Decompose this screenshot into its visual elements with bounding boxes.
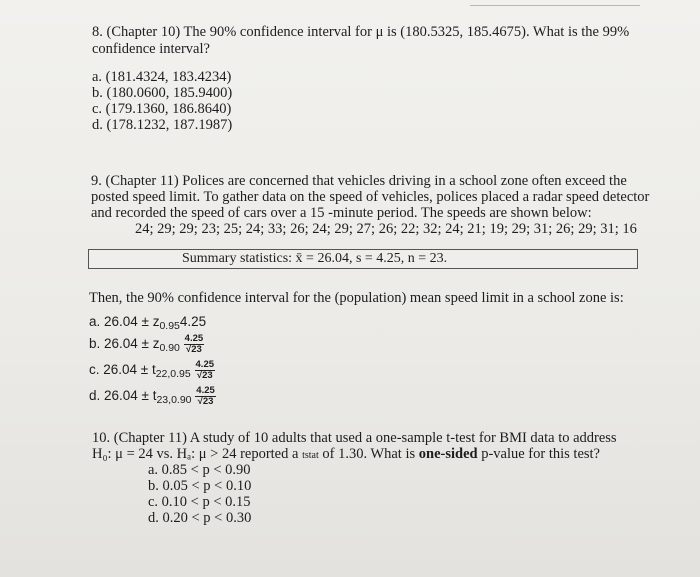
top-rule: [470, 5, 640, 6]
summary-statistics-text: Summary statistics: x̄ = 26.04, s = 4.25, n = 23.: [182, 251, 448, 266]
summary-statistics-box: [88, 249, 638, 269]
q9-option-d: d. $26.04 \pm t_{23,0.90}$ $\frac{4.25}{√23}$: [89, 385, 215, 407]
q8-option-d: d. (178.1232, 187.1987): [92, 117, 233, 133]
q10-option-c: c. 0.10 < p < 0.15: [148, 494, 251, 510]
q9-text-line3: and recorded the speed of cars over a 15 -minute period. The speeds are shown below:: [91, 205, 592, 221]
q9-text-line2: posted speed limit. To gather data on the speed of vehicles, polices placed a radar speed detector: [91, 189, 650, 205]
q9-speed-data: 24; 29; 29; 23; 25; 24; 33; 26; 24; 29; 27; 26; 22; 32; 24; 21; 19; 29; 31; 26; 29; 31; 16: [135, 221, 637, 237]
q9-option-c: c. $26.04 \pm t_{22,0.95}$ $\frac{4.25}{√23}$: [89, 359, 215, 381]
q8-text-line2: confidence interval?: [92, 41, 210, 57]
q8-option-c: c. (179.1360, 186.8640): [92, 101, 232, 117]
q9-option-a: a. $26.04 \pm z_{0.95}4.25$: [89, 314, 207, 332]
q8-option-b: b. (180.0600, 185.9400): [92, 85, 233, 101]
q8-text-line1: 8. (Chapter 10) The 90% confidence interval for μ is (180.5325, 185.4675). What is the 99%: [92, 24, 630, 40]
q10-text-line2: H₀: μ = 24 vs. Hₐ: μ > 24 reported a tstat of 1.30. What is one-sided p-value for this test?: [92, 446, 600, 462]
q10-text-line1: 10. (Chapter 11) A study of 10 adults that used a one-sample t-test for BMI data to address: [92, 430, 617, 446]
q9-prompt: Then, the 90% confidence interval for the (population) mean speed limit in a school zone is:: [89, 290, 624, 306]
q10-option-a: a. 0.85 < p < 0.90: [148, 462, 251, 478]
q10-option-b: b. 0.05 < p < 0.10: [148, 478, 252, 494]
q9-text-line1: 9. (Chapter 11) Polices are concerned that vehicles driving in a school zone often exceed the: [91, 173, 627, 189]
q9-option-b: b. $26.04 \pm z_{0.90}$ $\frac{4.25}{√23}$: [89, 333, 204, 355]
q8-option-a: a. (181.4324, 183.4234): [92, 69, 232, 85]
q10-option-d: d. 0.20 < p < 0.30: [148, 510, 252, 526]
